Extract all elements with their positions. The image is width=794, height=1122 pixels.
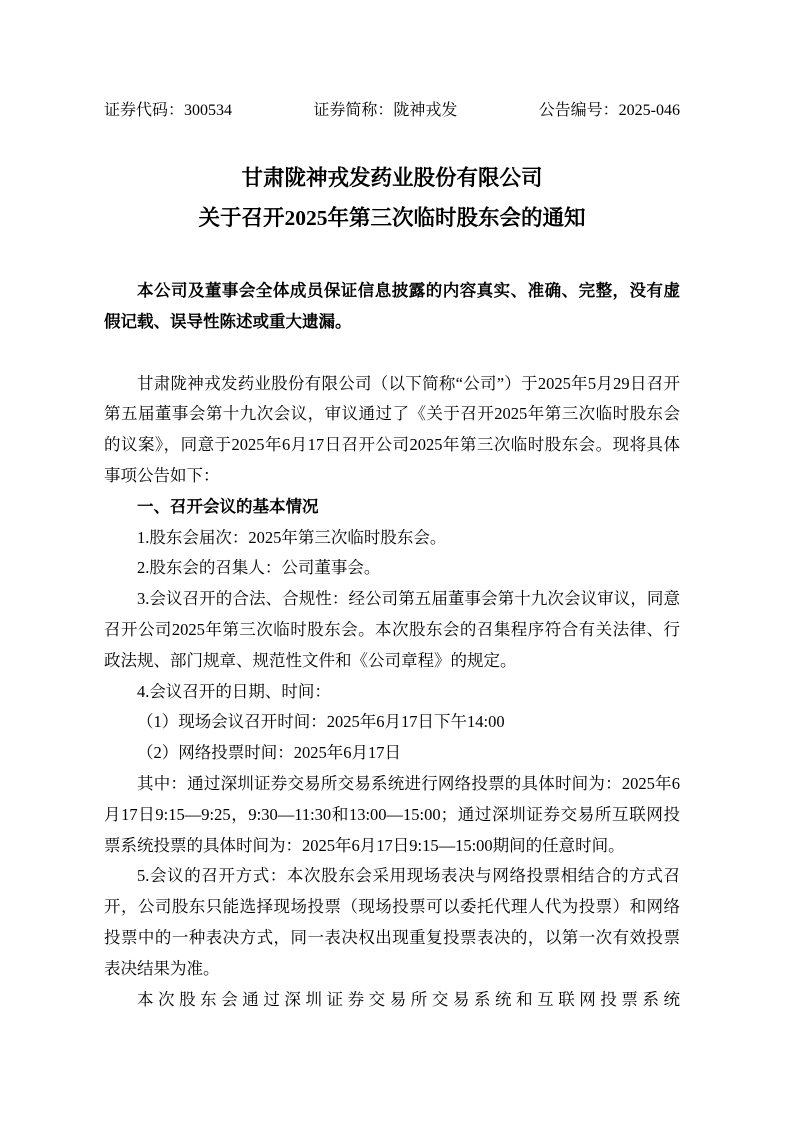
company-name-title: 甘肃陇神戎发药业股份有限公司	[241, 166, 543, 190]
item-meeting-legality: 3.会议召开的合法、合规性：经公司第五届董事会第十九次会议审议，同意召开公司2025年第三次临时股东会。本次股东会的召集程序符合有关法律、行政法规、部门规章、规范性文件和《公司章程》的规定。	[104, 589, 680, 670]
paragraph-voting-time-detail: 其中：通过深圳证券交易所交易系统进行网络投票的具体时间为：2025年6月17日9:15—9:25，9:30—11:30和13:00—15:00；通过深圳证券交易所互联网投票系统投票的具体时间为：2025年6月17日9:15—15:00期间的任意时间。	[104, 773, 680, 855]
paragraph-continuation-line: 本次股东会通过深圳证券交易所交易系统和互联网投票系统	[137, 989, 680, 1009]
item-meeting-method: 5.会议的召开方式：本次股东会采用现场表决与网络投票相结合的方式召开，公司股东只能选择现场投票（现场投票可以委托代理人代为投票）和网络投票中的一种表决方式，同一表决权出现重复投票表决的，以第一次有效投票表决结果为准。	[104, 866, 680, 978]
stock-code-label: 证券代码：300534	[104, 102, 233, 119]
subitem-onsite-meeting-time: （1）现场会议召开时间：2025年6月17日下午14:00	[137, 712, 505, 732]
disclaimer-paragraph: 本公司及董事会全体成员保证信息披露的内容真实、准确、完整，没有虚假记载、误导性陈述或重大遗漏。	[104, 281, 680, 331]
item-meeting-convener: 2.股东会的召集人：公司董事会。	[137, 558, 381, 578]
subitem-online-voting-time: （2）网络投票时间：2025年6月17日	[137, 743, 401, 763]
stock-abbr-label: 证券简称：陇神戎发	[313, 102, 458, 119]
announcement-number-label: 公告编号：2025-046	[538, 102, 680, 119]
document-header	[104, 100, 680, 122]
notice-title: 关于召开2025年第三次临时股东会的通知	[198, 206, 586, 230]
intro-paragraph: 甘肃陇神戎发药业股份有限公司（以下简称“公司”）于2025年5月29日召开第五届董事会第十九次会议，审议通过了《关于召开2025年第三次临时股东会的议案》，同意于2025年6月17日召开公司2025年第三次临时股东会。现将具体事项公告如下：	[104, 373, 680, 485]
section-heading-basic-info: 一、召开会议的基本情况	[137, 496, 319, 516]
item-meeting-session: 1.股东会届次：2025年第三次临时股东会。	[137, 527, 447, 547]
item-meeting-datetime: 4.会议召开的日期、时间：	[137, 681, 331, 701]
